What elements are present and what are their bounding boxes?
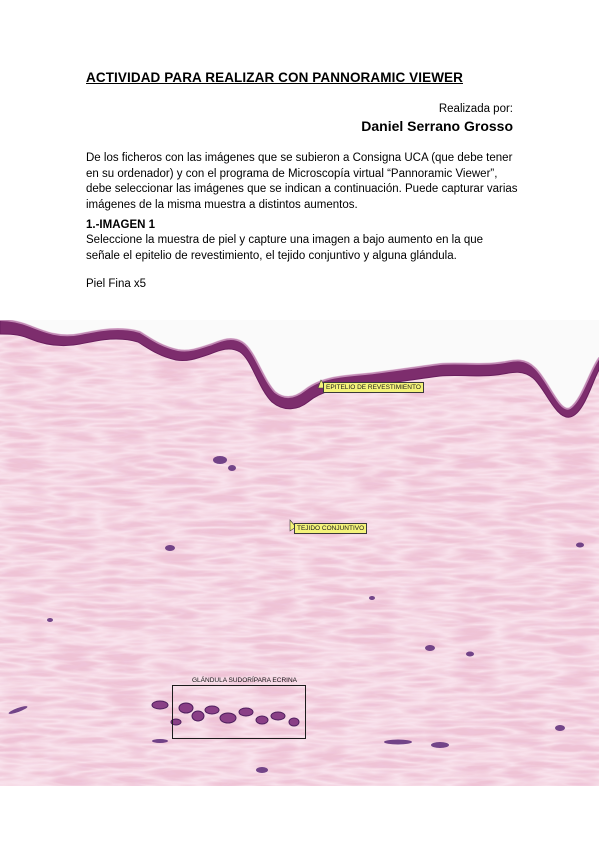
- made-by-label: Realizada por:: [438, 103, 513, 115]
- sample-label: Piel Fina x5: [86, 278, 147, 290]
- intro-paragraph: De los ficheros con las imágenes que se subieron a Consigna UCA (que debe tener en su ordenador) y con el programa de Microscopía virtual “Pannoramic Viewer”, debe seleccionar las imágenes que se indican a continuación. Puede capturar varias imágenes de la misma muestra a distintos aumentos.: [86, 152, 518, 211]
- author-name: Daniel Serrano Grosso: [361, 118, 513, 134]
- gland-highlight-box: [172, 685, 306, 739]
- section-heading: 1.-IMAGEN 1: [86, 219, 156, 231]
- document-title: ACTIVIDAD PARA REALIZAR CON PANNORAMIC VIEWER: [86, 70, 463, 85]
- label-epithelium: EPITELIO DE REVESTIMIENTO: [323, 382, 424, 393]
- label-sweat-gland: GLÁNDULA SUDORÍPARA ECRINA: [192, 677, 297, 684]
- skin-micrograph: [0, 320, 599, 786]
- label-connective-tissue: TEJIDO CONJUNTIVO: [294, 523, 367, 534]
- instructions-paragraph: Seleccione la muestra de piel y capture una imagen a bajo aumento en la que señale el epitelio de revestimiento, el tejido conjuntivo y alguna glándula.: [86, 234, 484, 262]
